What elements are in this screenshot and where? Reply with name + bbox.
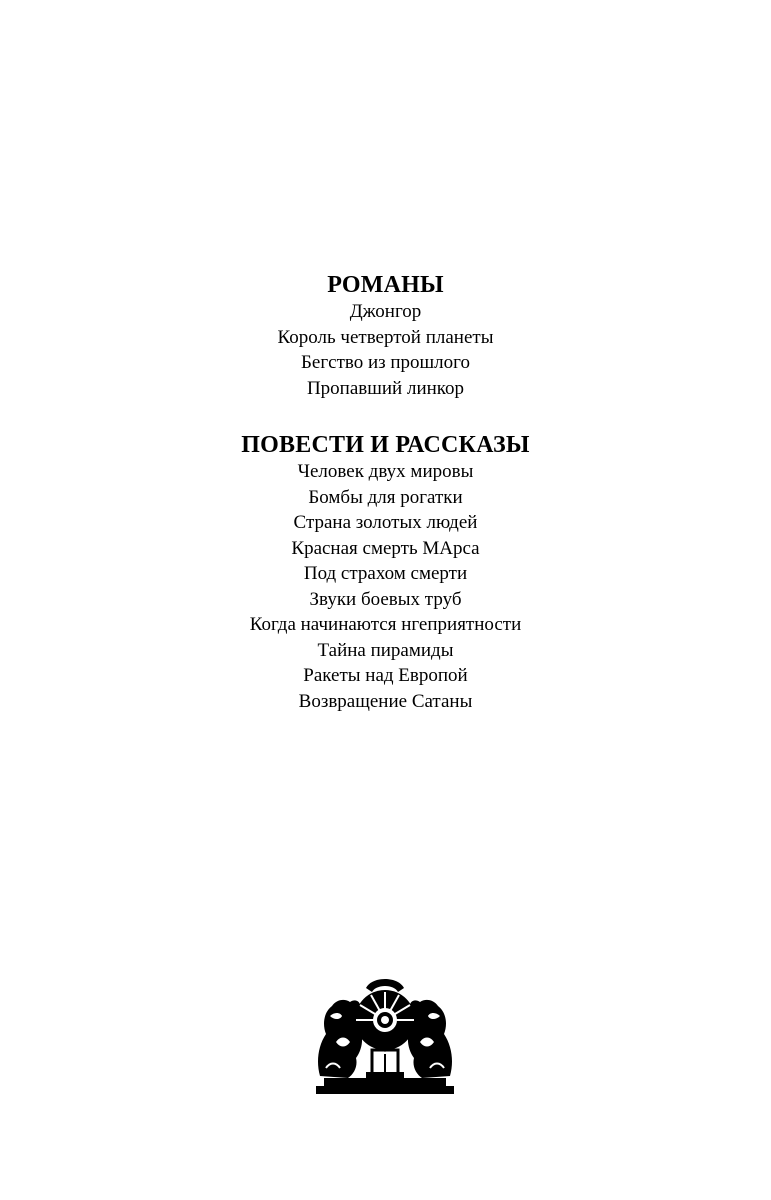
publisher-emblem-icon [306, 972, 464, 1098]
list-item: Бегство из прошлого [301, 352, 470, 373]
novels-list [0, 299, 771, 401]
section-heading-stories: ПОВЕСТИ И РАССКАЗЫ [241, 432, 530, 458]
list-item: Звуки боевых труб [309, 588, 462, 610]
list-item: Ракеты над Европой [303, 665, 468, 686]
list-item: Под страхом смерти [303, 563, 468, 584]
list-item: Человек двух мировы [297, 461, 474, 482]
list-item: Возвращение Сатаны [298, 690, 473, 712]
list-item: Страна золотых людей [293, 512, 478, 533]
list-item: Пропавший линкор [306, 377, 465, 399]
list-item: Когда начинаются нгеприятности [249, 614, 522, 635]
section-stories [0, 432, 771, 714]
section-novels [0, 272, 771, 401]
stories-list [0, 459, 771, 714]
list-item: Красная смерть МАрса [291, 537, 480, 559]
list-item: Джонгор [349, 301, 422, 322]
section-heading-novels: РОМАНЫ [327, 272, 444, 298]
list-item: Тайна пирамиды [317, 639, 454, 661]
list-item: Король четвертой планеты [277, 326, 494, 348]
list-item: Бомбы для рогатки [308, 486, 463, 508]
